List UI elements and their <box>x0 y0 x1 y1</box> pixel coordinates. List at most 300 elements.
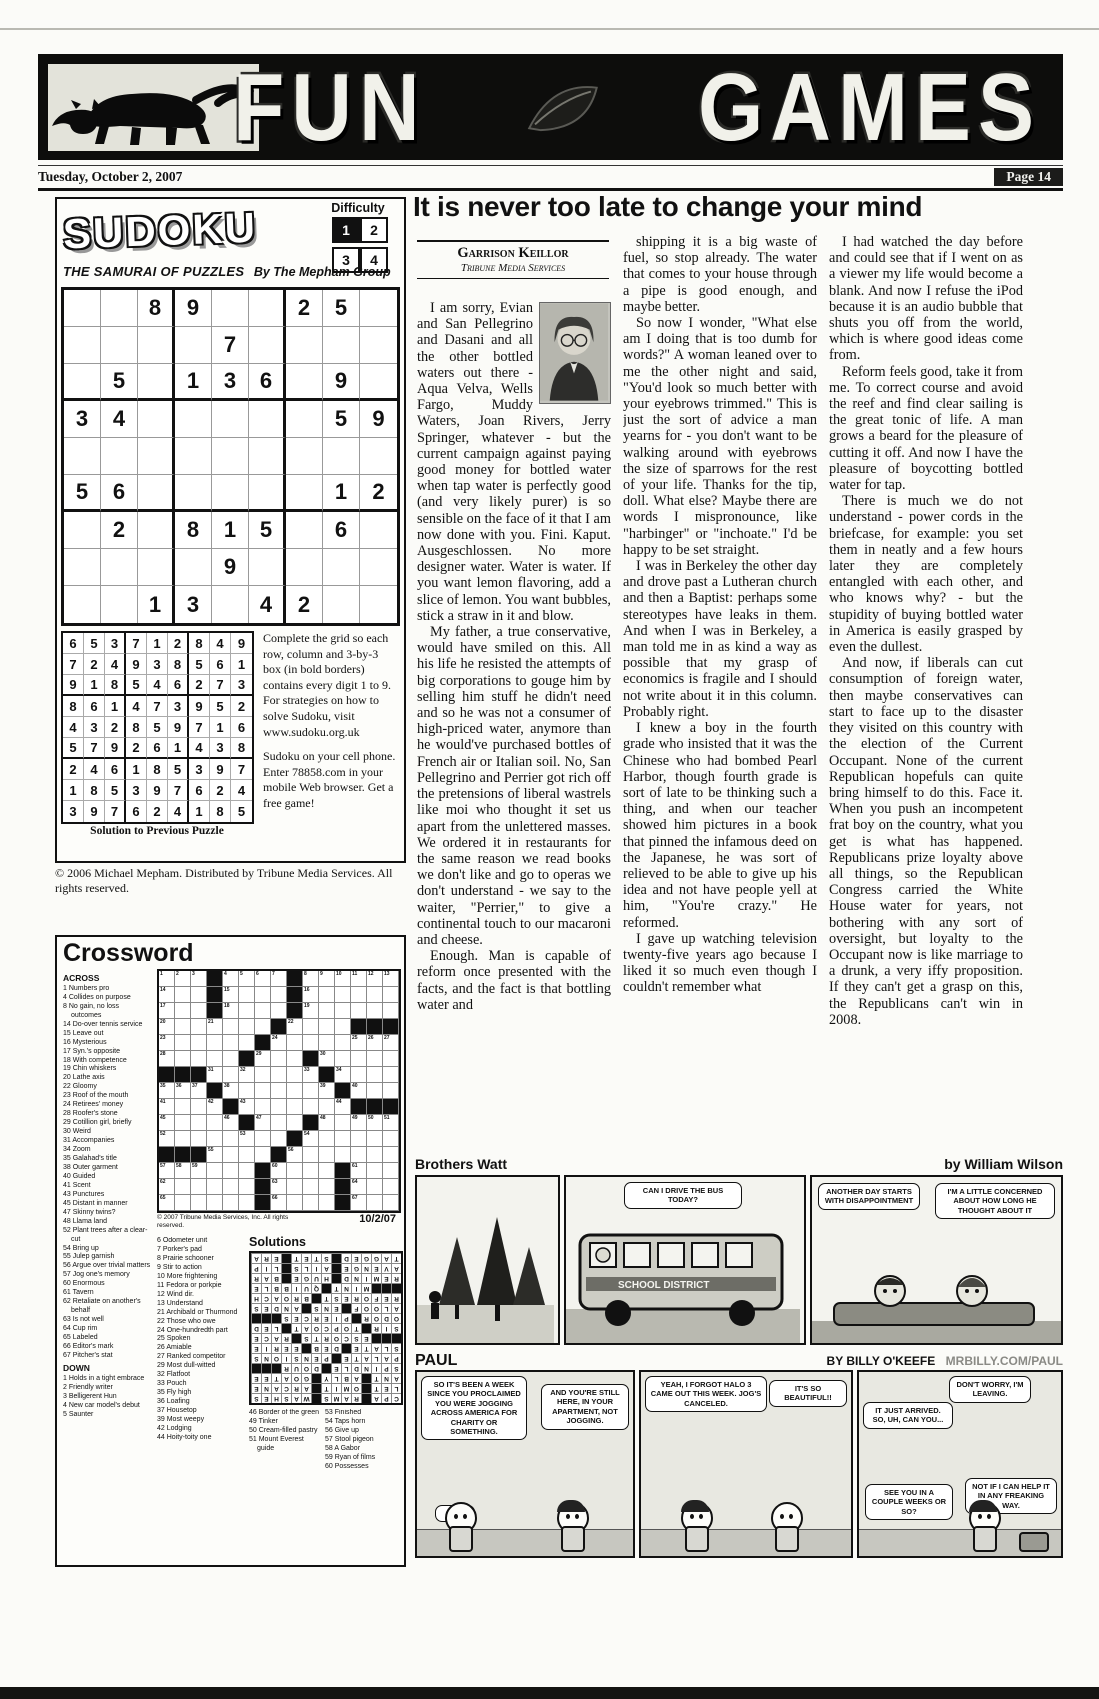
crossword-black-cell <box>381 1333 391 1343</box>
sudoku-cell: 8 <box>105 675 126 696</box>
crossword-cell: L <box>371 1353 381 1363</box>
crossword-cell <box>207 1163 223 1179</box>
sudoku-logo: SUDOKU <box>62 203 258 258</box>
crossword-cell <box>255 1003 271 1019</box>
crossword-clue: 20 Lathe axis <box>63 1074 105 1082</box>
sudoku-cell: 3 <box>212 364 249 401</box>
crossword-clue: 6 Odometer unit <box>157 1237 208 1244</box>
crossword-cell: R <box>291 1293 301 1303</box>
crossword-cell <box>319 1131 335 1147</box>
sudoku-cell <box>175 401 212 438</box>
sudoku-cell <box>360 438 397 475</box>
sudoku-cell <box>138 512 175 549</box>
crossword-black-cell <box>287 971 303 987</box>
crossword-black-cell <box>271 1313 281 1323</box>
sudoku-cell: 9 <box>168 717 189 738</box>
crossword-cell: Y <box>321 1373 331 1383</box>
sudoku-instructions <box>263 631 396 821</box>
dateline <box>38 165 1063 191</box>
crossword-cell: L <box>381 1343 391 1353</box>
crossword-black-cell <box>287 987 303 1003</box>
crossword-cell <box>319 987 335 1003</box>
crossword-cell <box>159 1179 175 1195</box>
comic-panel <box>564 1175 806 1345</box>
crossword-cell-number: 10 <box>336 971 342 977</box>
crossword-cell <box>271 1051 287 1067</box>
crossword-cell-number: 64 <box>352 1179 358 1185</box>
crossword-cell: L <box>301 1263 311 1273</box>
crossword-black-cell <box>331 1353 341 1363</box>
crossword-cell <box>223 1147 239 1163</box>
sudoku-cell <box>286 438 323 475</box>
crossword-clue: 51 Mount Everest guide <box>249 1435 304 1452</box>
crossword-clue: 44 Hoity-toity one <box>157 1433 212 1441</box>
sudoku-cell <box>138 549 175 586</box>
sudoku-cell <box>286 475 323 512</box>
crossword-cell <box>255 1067 271 1083</box>
crossword-cell <box>175 1195 191 1211</box>
sudoku-cell: 6 <box>126 801 147 822</box>
crossword-cell: R <box>391 1273 401 1283</box>
crossword-black-cell <box>251 1313 261 1323</box>
crossword-cell <box>175 1003 191 1019</box>
crossword-cell <box>239 1195 255 1211</box>
crossword-cell: I <box>381 1323 391 1333</box>
crossword-cell: A <box>251 1253 261 1263</box>
sudoku-cell: 9 <box>360 401 397 438</box>
crossword-black-cell <box>261 1313 271 1323</box>
sudoku-cell <box>286 549 323 586</box>
crossword-cell-number: 26 <box>368 1035 374 1041</box>
crossword-cell: M <box>331 1393 341 1403</box>
crossword-black-cell <box>255 1163 271 1179</box>
crossword-cell: E <box>261 1373 271 1383</box>
sudoku-cell: 5 <box>249 512 286 549</box>
crossword-cell-number: 61 <box>352 1163 358 1169</box>
sudoku-cell: 5 <box>105 780 126 801</box>
crossword-cell: G <box>371 1253 381 1263</box>
sudoku-solution-grid <box>61 631 254 824</box>
crossword-cell <box>271 1003 287 1019</box>
sudoku-cell: 1 <box>175 364 212 401</box>
crossword-cell-number: 48 <box>320 1115 326 1121</box>
crossword-cell-number: 12 <box>368 971 374 977</box>
sudoku-cell: 8 <box>231 738 252 759</box>
crossword-cell: U <box>301 1283 311 1293</box>
sudoku-cell: 8 <box>126 717 147 738</box>
crossword-clue: 24 One-hundredth part <box>157 1326 228 1334</box>
crossword-cell <box>335 1003 351 1019</box>
crossword-cell <box>191 971 207 987</box>
crossword-cell <box>351 1195 367 1211</box>
crossword-clue: 28 Roofer's stone <box>63 1110 118 1118</box>
crossword-clue: 48 Llama land <box>63 1217 107 1225</box>
sudoku-copyright: © 2006 Michael Mepham. Distributed by Tribune Media Services. All rights reserved. <box>55 866 393 895</box>
crossword-cell: E <box>331 1363 341 1373</box>
crossword-clue: 8 No gain, no loss outcomes <box>63 1002 120 1019</box>
crossword-clue: 10 More frightening <box>157 1272 218 1280</box>
crossword-clue: 50 Cream-filled pastry <box>249 1426 318 1434</box>
sudoku-byline: By The Mepham Group <box>253 265 391 279</box>
crossword-cell <box>175 1115 191 1131</box>
crossword-black-cell <box>303 1051 319 1067</box>
crossword-clue: 46 Border of the green <box>249 1409 320 1416</box>
paul-strip <box>415 1370 1063 1558</box>
crossword-cell <box>303 1099 319 1115</box>
crossword-clue: 32 Flatfoot <box>157 1371 191 1379</box>
speech-bubble: CAN I DRIVE THE BUS TODAY? <box>624 1182 742 1209</box>
crossword-cell-number: 2 <box>176 971 179 977</box>
crossword-cell-number: 44 <box>336 1099 342 1105</box>
crossword-cell: C <box>261 1333 271 1343</box>
crossword-cell-number: 30 <box>320 1051 326 1057</box>
article-headline: It is never too late to change your mind <box>413 191 923 222</box>
crossword-cell: I <box>261 1343 271 1353</box>
crossword-clue: 56 Argue over trivial matters <box>63 1262 151 1270</box>
crossword-cell <box>239 1147 255 1163</box>
crossword-cell <box>159 987 175 1003</box>
sudoku-cell: 2 <box>147 801 168 822</box>
crossword-clue: 59 Ryan of films <box>325 1453 376 1461</box>
article-column-3 <box>829 234 1023 1156</box>
article-text-column-1 <box>417 300 611 1013</box>
crossword-cell: M <box>341 1383 351 1393</box>
crossword-cell: N <box>261 1353 271 1363</box>
crossword-black-cell <box>287 1131 303 1147</box>
crossword-cell <box>383 1163 399 1179</box>
crossword-cell: S <box>291 1263 301 1273</box>
sudoku-cell: 9 <box>105 738 126 759</box>
sudoku-cell: 1 <box>189 801 210 822</box>
crossword-cell: R <box>271 1343 281 1353</box>
crossword-black-cell <box>331 1273 341 1283</box>
crossword-cell-number: 43 <box>240 1099 246 1105</box>
crossword-black-cell <box>391 1283 401 1293</box>
crossword-clue: 56 Give up <box>325 1426 359 1434</box>
crossword-cell: T <box>371 1383 381 1393</box>
crossword-cell: T <box>331 1283 341 1293</box>
crossword-cell <box>303 1163 319 1179</box>
crossword-clue: 40 Guided <box>63 1172 96 1180</box>
crossword-cell <box>191 1099 207 1115</box>
crossword-cell: D <box>331 1343 341 1353</box>
crossword-black-cell <box>301 1343 311 1353</box>
sudoku-cell: 3 <box>64 401 101 438</box>
article-paragraph: I had watched the day before and could see that if I went on as a viewer my life would become a blank. And now I refuse the iPod because it is an audio bubble that shuts you off from the world, which is where good ideas come from. <box>829 234 1023 364</box>
crossword-cell <box>191 1051 207 1067</box>
crossword-clue: 57 Jog one's memory <box>63 1271 130 1279</box>
difficulty-box-3: 3 <box>332 247 360 273</box>
crossword-cell <box>159 1131 175 1147</box>
difficulty-label: Difficulty <box>331 201 385 215</box>
comic-character-body <box>685 1526 709 1552</box>
crossword-cell: P <box>251 1263 261 1273</box>
crossword-cell <box>287 1035 303 1051</box>
crossword-cell-number: 8 <box>304 971 307 977</box>
crossword-cell <box>287 1179 303 1195</box>
crossword-cell <box>367 1131 383 1147</box>
crossword-cell-number: 18 <box>224 1003 230 1009</box>
crossword-black-cell <box>207 1003 223 1019</box>
crossword-cell <box>303 1131 319 1147</box>
crossword-cell <box>175 1099 191 1115</box>
article-paragraph: There is much we do not understand - power cords in the briefcase, for example: you set them in neatly and a few hours later they are completely entangled with each other, and who knows why? - but the stupidity of buying bottled water in America is easily grasped by even the dullest. <box>829 493 1023 656</box>
crossword-cell <box>255 971 271 987</box>
crossword-cell <box>383 1035 399 1051</box>
crossword-cell: F <box>351 1303 361 1313</box>
crossword-cell: I <box>351 1283 361 1293</box>
crossword-cell: R <box>351 1293 361 1303</box>
crossword-cell <box>255 1115 271 1131</box>
crossword-cell: O <box>391 1313 401 1323</box>
sudoku-cell: 4 <box>210 633 231 654</box>
solutions-header: Solutions <box>249 1235 306 1249</box>
game-console-box <box>1019 1532 1049 1552</box>
difficulty-box-1: 1 <box>332 217 360 243</box>
crossword-cell <box>223 987 239 1003</box>
sudoku-cell: 5 <box>147 717 168 738</box>
down-clue-list-4 <box>325 1409 398 1559</box>
crossword-cell <box>335 1067 351 1083</box>
crossword-black-cell <box>335 1163 351 1179</box>
crossword-cell: A <box>281 1373 291 1383</box>
crossword-cell <box>271 1163 287 1179</box>
sudoku-cell <box>175 549 212 586</box>
crossword-cell: E <box>331 1303 341 1313</box>
sudoku-cell: 7 <box>147 696 168 717</box>
sudoku-cell: 5 <box>126 675 147 696</box>
crossword-clue: 22 Those who owe <box>157 1317 216 1325</box>
sudoku-cell <box>323 327 360 364</box>
comic-character-body <box>449 1526 473 1552</box>
crossword-cell: N <box>361 1263 371 1273</box>
crossword-cell: B <box>271 1273 281 1283</box>
crossword-clue: 62 Retaliate on another's behalf <box>63 1298 141 1315</box>
crossword-cell-number: 54 <box>304 1131 310 1137</box>
crossword-cell <box>335 1147 351 1163</box>
sudoku-cell: 5 <box>101 364 138 401</box>
crossword-cell: P <box>321 1353 331 1363</box>
crossword-clue: 54 Bring up <box>63 1244 99 1252</box>
crossword-black-cell <box>191 1067 207 1083</box>
crossword-clue: 33 Pouch <box>157 1380 187 1388</box>
crossword-cell: S <box>391 1343 401 1353</box>
crossword-cell: C <box>301 1313 311 1323</box>
crossword-cell <box>255 1131 271 1147</box>
crossword-cell: H <box>271 1393 281 1403</box>
sudoku-cell: 3 <box>175 586 212 623</box>
crossword-cell <box>159 1051 175 1067</box>
crossword-cell: S <box>301 1333 311 1343</box>
crossword-clue: 9 Stir to action <box>157 1263 202 1271</box>
sudoku-cell: 5 <box>63 738 84 759</box>
crossword-cell <box>351 1163 367 1179</box>
crossword-cell: L <box>271 1263 281 1273</box>
crossword-cell <box>175 971 191 987</box>
crossword-cell: G <box>361 1253 371 1263</box>
sudoku-cell: 7 <box>63 654 84 675</box>
crossword-clue: 17 Syn.'s opposite <box>63 1047 120 1055</box>
crossword-title: Crossword <box>63 939 194 967</box>
crossword-cell <box>255 1051 271 1067</box>
crossword-clue: 29 Cotillion girl, briefly <box>63 1119 132 1127</box>
crossword-cell-number: 24 <box>272 1035 278 1041</box>
crossword-cell-number: 52 <box>160 1131 166 1137</box>
sudoku-cell: 1 <box>210 717 231 738</box>
crossword-cell: N <box>281 1303 291 1313</box>
crossword-cell-number: 57 <box>160 1163 166 1169</box>
crossword-cell-number: 46 <box>224 1115 230 1121</box>
crossword-black-cell <box>361 1393 371 1403</box>
crossword-cell <box>175 987 191 1003</box>
sudoku-cell: 7 <box>126 633 147 654</box>
crossword-clue: 11 Fedora or porkpie <box>157 1281 222 1289</box>
sudoku-cell: 6 <box>63 633 84 654</box>
crossword-cell: N <box>341 1283 351 1293</box>
sudoku-cell <box>212 401 249 438</box>
crossword-cell <box>367 987 383 1003</box>
sudoku-section <box>55 197 406 863</box>
crossword-cell: A <box>381 1353 391 1363</box>
crossword-cell-number: 28 <box>160 1051 166 1057</box>
crossword-cell <box>335 1035 351 1051</box>
sudoku-cell <box>249 549 286 586</box>
sudoku-cell: 4 <box>63 717 84 738</box>
sudoku-cell <box>138 401 175 438</box>
speech-bubble: I'M A LITTLE CONCERNED ABOUT HOW LONG HE THOUGHT ABOUT IT <box>935 1183 1055 1219</box>
crossword-black-cell <box>251 1363 261 1373</box>
crossword-black-cell <box>361 1323 371 1333</box>
sudoku-cell: 2 <box>210 780 231 801</box>
crossword-cell: A <box>391 1263 401 1273</box>
crossword-cell: E <box>261 1303 271 1313</box>
sudoku-cell: 2 <box>168 633 189 654</box>
crossword-cell <box>335 971 351 987</box>
crossword-cell-number: 1 <box>160 971 163 977</box>
crossword-black-cell <box>311 1293 321 1303</box>
crossword-cell <box>367 1003 383 1019</box>
masthead-title-fun: FUN <box>233 52 427 161</box>
crossword-cell: D <box>341 1253 351 1263</box>
crossword-cell <box>303 1035 319 1051</box>
crossword-cell <box>159 1115 175 1131</box>
crossword-cell-number: 53 <box>240 1131 246 1137</box>
crossword-black-cell <box>207 987 223 1003</box>
crossword-cell: D <box>381 1313 391 1323</box>
crossword-cell-number: 21 <box>208 1019 214 1025</box>
crossword-cell: L <box>331 1373 341 1383</box>
crossword-cell <box>207 1131 223 1147</box>
sudoku-cell <box>286 327 323 364</box>
crossword-cell: A <box>371 1393 381 1403</box>
comic-character-body <box>775 1526 799 1552</box>
crossword-cell-number: 20 <box>160 1019 166 1025</box>
crossword-black-cell <box>311 1383 321 1393</box>
crossword-cell: E <box>251 1383 261 1393</box>
crossword-black-cell <box>335 1179 351 1195</box>
crossword-black-cell <box>381 1283 391 1293</box>
crossword-cell-number: 66 <box>272 1195 278 1201</box>
sudoku-cell: 2 <box>189 675 210 696</box>
crossword-cell <box>287 1067 303 1083</box>
crossword-cell-number: 49 <box>352 1115 358 1121</box>
crossword-cell: S <box>251 1353 261 1363</box>
crossword-black-cell <box>341 1303 351 1313</box>
sudoku-cell <box>175 438 212 475</box>
crossword-cell <box>223 1179 239 1195</box>
crossword-cell: T <box>391 1253 401 1263</box>
crossword-clue: 31 Accompanies <box>63 1137 115 1145</box>
crossword-black-cell <box>351 1313 361 1323</box>
crossword-clue: 61 Tavern <box>63 1289 94 1297</box>
crossword-clue: 1 Numbers pro <box>63 984 110 992</box>
crossword-cell: A <box>371 1343 381 1353</box>
sudoku-cell: 2 <box>360 475 397 512</box>
panel-floor <box>641 1529 851 1556</box>
crossword-cell: N <box>361 1363 371 1373</box>
crossword-clue: 58 A Gabor <box>325 1444 361 1452</box>
crossword-cell <box>271 971 287 987</box>
crossword-cell: S <box>351 1333 361 1343</box>
crossword-cell <box>191 1131 207 1147</box>
crossword-cell <box>287 1051 303 1067</box>
crossword-black-cell <box>341 1343 351 1353</box>
sudoku-puzzle-grid <box>61 287 400 626</box>
crossword-cell <box>319 1195 335 1211</box>
crossword-cell-number: 51 <box>384 1115 390 1121</box>
speech-bubble: AND YOU'RE STILL HERE, IN YOUR APARTMENT, NOT JOGGING. <box>541 1384 629 1430</box>
crossword-black-cell <box>191 1147 207 1163</box>
article-paragraph: I gave up watching television twenty-five years ago because I liked it so much even though I couldn't remember what <box>623 930 817 996</box>
crossword-black-cell <box>281 1263 291 1273</box>
crossword-cell: R <box>281 1333 291 1343</box>
crossword-cell <box>303 1019 319 1035</box>
crossword-cell <box>159 1099 175 1115</box>
sudoku-cell: 9 <box>323 364 360 401</box>
crossword-cell-number: 40 <box>352 1083 358 1089</box>
crossword-cell-number: 32 <box>240 1067 246 1073</box>
crossword-cell <box>191 1163 207 1179</box>
sudoku-cell: 1 <box>147 633 168 654</box>
sudoku-cell: 8 <box>175 512 212 549</box>
crossword-cell: E <box>261 1393 271 1403</box>
crossword-cell: I <box>281 1353 291 1363</box>
crossword-cell: I <box>371 1363 381 1373</box>
sudoku-cell: 2 <box>126 738 147 759</box>
crossword-cell <box>287 1019 303 1035</box>
crossword-clue: 45 Distant in manner <box>63 1199 128 1207</box>
speech-bubble: NOT IF I CAN HELP IT IN ANY FREAKING WAY. <box>965 1478 1057 1514</box>
crossword-black-cell <box>239 1115 255 1131</box>
crossword-cell: T <box>271 1373 281 1383</box>
sudoku-cell: 3 <box>231 675 252 696</box>
crossword-cell: E <box>381 1383 391 1393</box>
crossword-black-cell <box>287 1003 303 1019</box>
crossword-clue: 13 Understand <box>157 1299 203 1307</box>
crossword-cell: L <box>341 1363 351 1373</box>
crossword-cell: T <box>371 1373 381 1383</box>
crossword-cell: S <box>331 1293 341 1303</box>
sudoku-cell <box>64 512 101 549</box>
sudoku-cell: 3 <box>168 696 189 717</box>
crossword-cell: R <box>371 1323 381 1333</box>
crossword-cell <box>383 1083 399 1099</box>
crossword-black-cell <box>281 1273 291 1283</box>
crossword-cell <box>303 971 319 987</box>
brothers-watt-header <box>415 1156 1063 1172</box>
crossword-cell <box>175 1131 191 1147</box>
sudoku-cell: 3 <box>189 759 210 780</box>
